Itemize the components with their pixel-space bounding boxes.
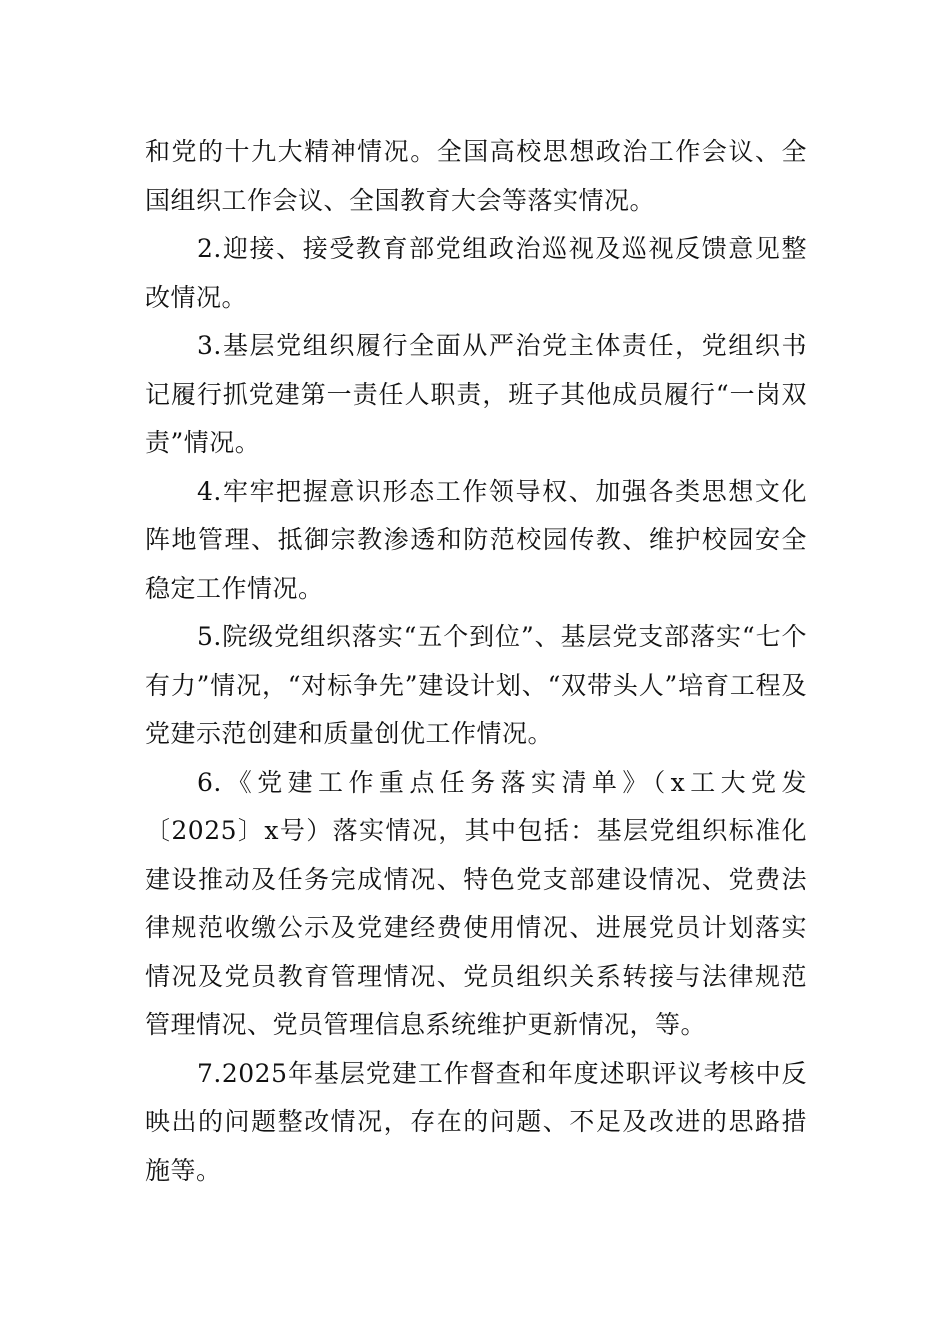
document-body [145, 128, 807, 1195]
paragraph-item-4: 4.牢牢把握意识形态工作领导权、加强各类思想文化阵地管理、抵御宗教渗透和防范校园传教、维护校园安全稳定工作情况。 [145, 476, 807, 603]
paragraph-item-6: 6.《党建工作重点任务落实清单》（x工大党发〔2025〕x号）落实情况，其中包括：基层党组织标准化建设推动及任务完成情况、特色党支部建设情况、党费法律规范收缴公示及党建经费使用情况、进展党员计划落实情况及党员教育管理情况、党员组织关系转接与法律规范管理情况、党员管理信息系统维护更新情况，等。 [145, 767, 807, 1039]
paragraph-item-5: 5.院级党组织落实“五个到位”、基层党支部落实“七个有力”情况，“对标争先”建设计划、“双带头人”培育工程及党建示范创建和质量创优工作情况。 [145, 622, 807, 748]
paragraph-continuation: 和党的十九大精神情况。全国高校思想政治工作会议、全国组织工作会议、全国教育大会等落实情况。 [145, 137, 807, 215]
paragraph-item-3: 3.基层党组织履行全面从严治党主体责任，党组织书记履行抓党建第一责任人职责，班子其他成员履行“一岗双责”情况。 [145, 331, 807, 457]
paragraph-item-7: 7.2025年基层党建工作督查和年度述职评议考核中反映出的问题整改情况，存在的问题、不足及改进的思路措施等。 [145, 1058, 807, 1185]
paragraph-item-2: 2.迎接、接受教育部党组政治巡视及巡视反馈意见整改情况。 [145, 234, 807, 312]
